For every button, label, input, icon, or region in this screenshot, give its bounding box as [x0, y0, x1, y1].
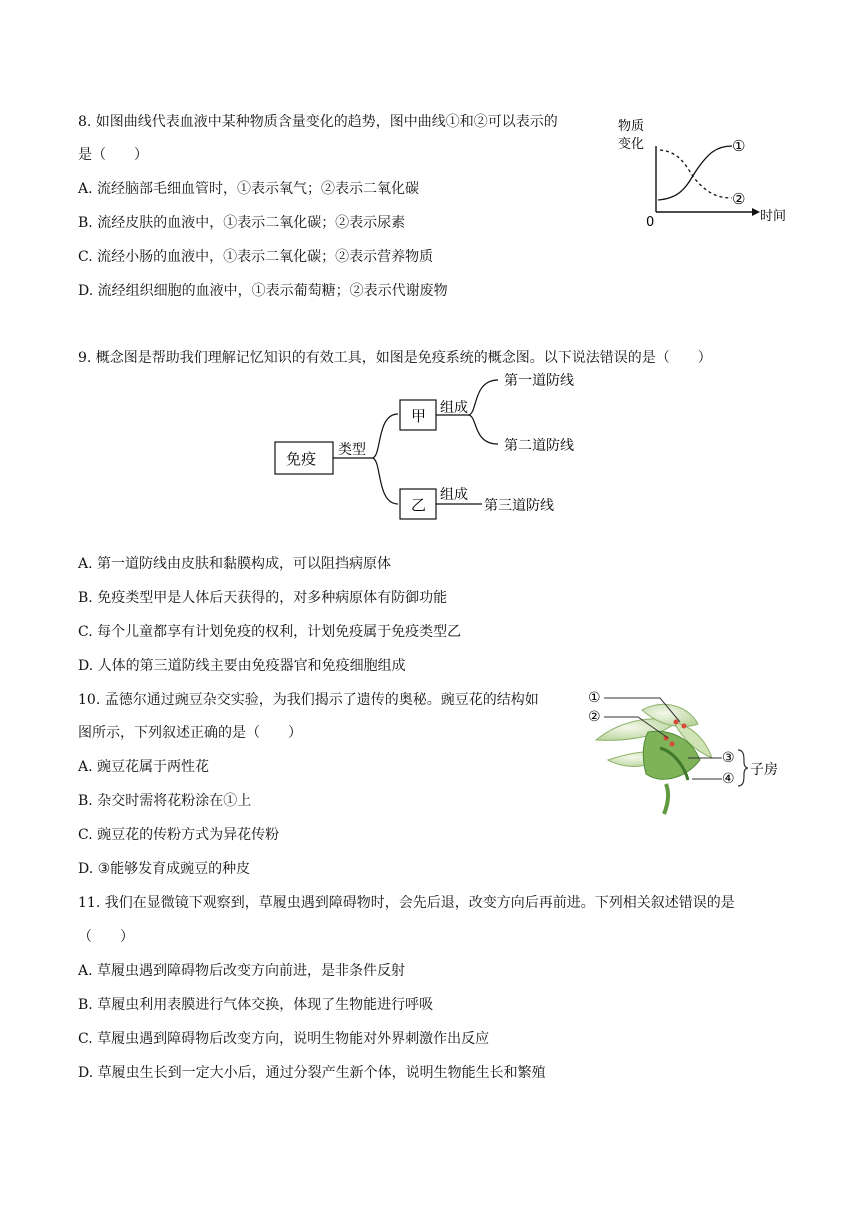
q10-option-d[interactable]: D. ③能够发育成豌豆的种皮: [78, 861, 251, 877]
q10-anther-dot-4: [670, 742, 675, 747]
q9-node-a-brace: [468, 380, 498, 444]
q9-stem: 9. 概念图是帮助我们理解记忆知识的有效工具，如图是免疫系统的概念图。以下说法错误的是（ ）: [78, 350, 712, 366]
q8-curve-1-label: ①: [732, 137, 746, 155]
q9-root-label: 免疫: [286, 450, 317, 468]
q10-label-3: ③: [722, 750, 735, 766]
q9-node-b-label: 乙: [411, 496, 427, 514]
q9-root-edge-label: 类型: [338, 442, 366, 458]
q10-label-2: ②: [588, 709, 601, 725]
q10-option-c[interactable]: C. 豌豆花的传粉方式为异花传粉: [78, 827, 280, 843]
q8-y-label-line1: 物质: [618, 119, 645, 134]
q11-stem-line2: （ ）: [78, 929, 134, 945]
q9-option-b[interactable]: B. 免疫类型甲是人体后天获得的，对多种病原体有防御功能: [78, 590, 448, 606]
q10-ovary-bracket: [738, 750, 748, 786]
q8-y-label-line2: 变化: [618, 137, 645, 152]
q8-origin: 0: [646, 215, 655, 230]
q9-leaf-1: 第一道防线: [504, 373, 574, 389]
q9-root-brace: [372, 414, 398, 504]
q8-curve-2-label: ②: [732, 190, 746, 208]
q10-pea-flower-figure: [588, 688, 788, 818]
q9-leaf-3: 第三道防线: [484, 498, 554, 514]
q11-option-d[interactable]: D. 草履虫生长到一定大小后，通过分裂产生新个体，说明生物能生长和繁殖: [78, 1065, 546, 1081]
q8-stem-line1: 8. 如图曲线代表血液中某种物质含量变化的趋势，图中曲线①和②可以表示的: [78, 114, 558, 130]
q10-option-b[interactable]: B. 杂交时需将花粉涂在①上: [78, 793, 252, 809]
q10-anther-dot-1: [674, 720, 679, 725]
q8-stem-line2: 是（ ）: [78, 147, 148, 163]
q8-x-axis-arrow: [752, 208, 760, 216]
q11-option-c[interactable]: C. 草履虫遇到障碍物后改变方向，说明生物能对外界刺激作出反应: [78, 1031, 490, 1047]
q8-curve-2: [660, 150, 732, 198]
q8-x-label: 时间: [760, 209, 787, 224]
q10-option-a[interactable]: A. 豌豆花属于两性花: [78, 759, 210, 775]
q9-option-d[interactable]: D. 人体的第三道防线主要由免疫器官和免疫细胞组成: [78, 658, 406, 674]
q9-leaf-2: 第二道防线: [504, 438, 574, 454]
q10-anther-dot-2: [682, 724, 687, 729]
q11-option-b[interactable]: B. 草履虫利用表膜进行气体交换，体现了生物能进行呼吸: [78, 997, 434, 1013]
q8-option-c[interactable]: C. 流经小肠的血液中，①表示二氧化碳；②表示营养物质: [78, 249, 434, 265]
q9-edge-b-label: 组成: [440, 487, 468, 503]
q9-concept-map: [272, 372, 592, 522]
q10-stem-line1: 10. 孟德尔通过豌豆杂交实验，为我们揭示了遗传的奥秘。豌豆花的结构如: [78, 692, 539, 708]
q8-curve-figure: [612, 108, 790, 230]
q11-stem-line1: 11. 我们在显微镜下观察到，草履虫遇到障碍物时，会先后退，改变方向后再前进。下列相关叙述错误的是: [78, 895, 735, 911]
q10-flower-stem: [664, 784, 668, 814]
q10-stem-line2: 图所示，下列叙述正确的是（ ）: [78, 725, 302, 741]
q10-bracket-label: 子房: [750, 762, 778, 778]
q8-curve-1: [658, 146, 732, 200]
q8-option-d[interactable]: D. 流经组织细胞的血液中，①表示葡萄糖；②表示代谢废物: [78, 283, 448, 299]
q9-option-c[interactable]: C. 每个儿童都享有计划免疫的权利，计划免疫属于免疫类型乙: [78, 624, 462, 640]
q9-option-a[interactable]: A. 第一道防线由皮肤和黏膜构成，可以阻挡病原体: [78, 556, 392, 572]
q8-option-a[interactable]: A. 流经脑部毛细血管时，①表示氧气；②表示二氧化碳: [78, 181, 420, 197]
q9-node-a-label: 甲: [411, 407, 427, 425]
q10-label-1: ①: [588, 690, 601, 706]
q9-edge-a-label: 组成: [440, 400, 468, 416]
q8-option-b[interactable]: B. 流经皮肤的血液中，①表示二氧化碳；②表示尿素: [78, 215, 406, 231]
q11-option-a[interactable]: A. 草履虫遇到障碍物后改变方向前进，是非条件反射: [78, 963, 406, 979]
q10-label-4: ④: [722, 771, 735, 787]
